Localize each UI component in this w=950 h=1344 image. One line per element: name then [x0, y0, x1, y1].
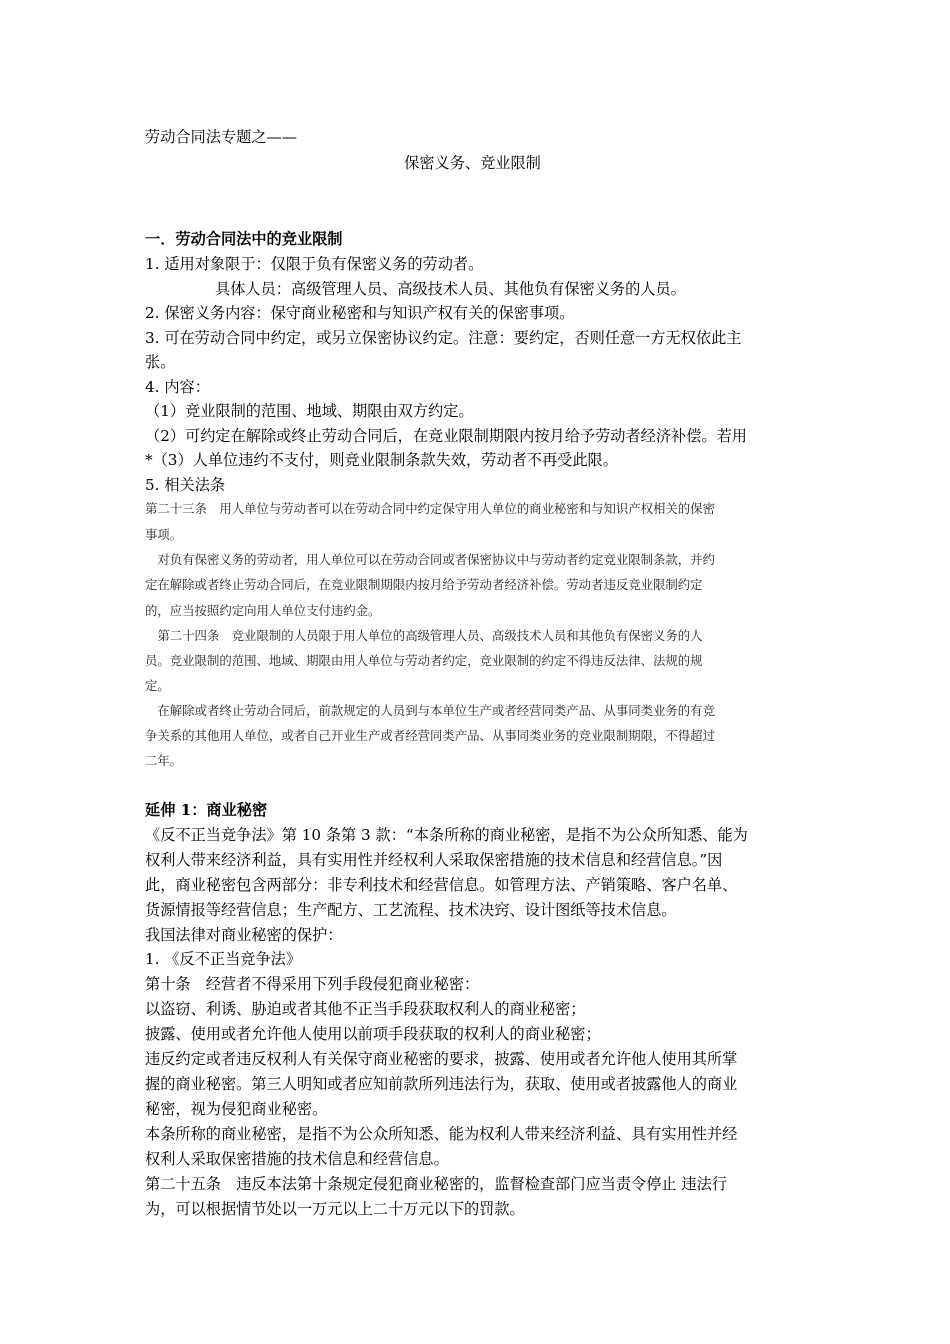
law-line: 在解除或者终止劳动合同后，前款规定的人员到与本单位生产或者经营同类产品、从事同类业务的有竞: [145, 703, 715, 718]
law-line: 第二十四条 竞业限制的人员限于用人单位的高级管理人员、高级技术人员和其他负有保密义务的人: [145, 628, 703, 643]
law-line: 定在解除或者终止劳动合同后，在竞业限制期限内按月给予劳动者经济补偿。劳动者违反竞业限制约定: [145, 577, 703, 592]
paragraph-line: *（3）人单位违约不支付，则竞业限制条款失效，劳动者不再受此限。: [145, 451, 618, 469]
section2-heading: 延伸 1：商业秘密: [145, 801, 268, 819]
law-line: 二年。: [145, 753, 183, 768]
law-line: 定。: [145, 678, 170, 693]
paragraph-line: 第二十五条 违反本法第十条规定侵犯商业秘密的，监督检查部门应当责令停止 违法行: [145, 1175, 727, 1193]
law-line: 的，应当按照约定向用人单位支付违约金。: [145, 603, 381, 618]
page-title: 保密义务、竞业限制: [404, 154, 541, 172]
paragraph-line: 本条所称的商业秘密，是指不为公众所知悉、能为权利人带来经济利益、具有实用性并经: [145, 1125, 738, 1143]
paragraph-line: 1. 适用对象限于：仅限于负有保密义务的劳动者。: [145, 255, 484, 273]
paragraph-line: 权利人带来经济利益，具有实用性并经权利人采取保密措施的技术信息和经营信息。”因: [145, 851, 723, 869]
paragraph-line: 以盗窃、利诱、胁迫或者其他不正当手段获取权利人的商业秘密；: [145, 1000, 586, 1018]
paragraph-line: 货源情报等经营信息；生产配方、工艺流程、技术决窍、设计图纸等技术信息。: [145, 901, 677, 919]
paragraph-line: （1）竞业限制的范围、地域、期限由双方约定。: [145, 402, 474, 420]
paragraph-line: 违反约定或者违反权利人有关保守商业秘密的要求，披露、使用或者允许他人使用其所掌: [145, 1050, 738, 1068]
paragraph-line: 权利人采取保密措施的技术信息和经营信息。: [145, 1150, 449, 1168]
section1-heading: 一．劳动合同法中的竞业限制: [145, 230, 343, 248]
paragraph-line: 握的商业秘密。第三人明知或者应知前款所列违法行为，获取、使用或者披露他人的商业: [145, 1075, 738, 1093]
law-line: 争关系的其他用人单位，或者自己开业生产或者经营同类产品、从事同类业务的竞业限制期限，不得超过: [145, 728, 715, 743]
law-line: 对负有保密义务的劳动者，用人单位可以在劳动合同或者保密协议中与劳动者约定竞业限制条款，并约: [145, 552, 715, 567]
paragraph-line: （2）可约定在解除或终止劳动合同后，在竞业限制期限内按月给予劳动者经济补偿。若用: [145, 427, 747, 445]
paragraph-line: 秘密，视为侵犯商业秘密。: [145, 1100, 328, 1118]
law-line: 事项。: [145, 527, 183, 542]
paragraph-line: 《反不正当竞争法》第 10 条第 3 款：“本条所称的商业秘密，是指不为公众所知悉、能为: [145, 826, 748, 844]
paragraph-line: 为，可以根据情节处以一万元以上二十万元以下的罚款。: [145, 1200, 525, 1218]
paragraph-line: 具体人员：高级管理人员、高级技术人员、其他负有保密义务的人员。: [215, 280, 686, 298]
paragraph-line: 4. 内容：: [145, 378, 210, 396]
paragraph-line: 此，商业秘密包含两部分：非专利技术和经营信息。如管理方法、产销策略、客户名单、: [145, 876, 738, 894]
paragraph-line: 1. 《反不正当竞争法》: [145, 950, 302, 968]
paragraph-line: 5. 相关法条: [145, 476, 226, 494]
paragraph-line: 第十条 经营者不得采用下列手段侵犯商业秘密：: [145, 975, 480, 993]
paragraph-line: 张。: [145, 353, 176, 371]
law-line: 员。竞业限制的范围、地域、期限由用人单位与劳动者约定，竞业限制的约定不得违反法律、法规的规: [145, 653, 703, 668]
series-label: 劳动合同法专题之——: [145, 128, 297, 146]
law-line: 第二十三条 用人单位与劳动者可以在劳动合同中约定保守用人单位的商业秘密和与知识产权相关的保密: [145, 501, 715, 516]
paragraph-line: 我国法律对商业秘密的保护：: [145, 926, 343, 944]
paragraph-line: 披露、使用或者允许他人使用以前项手段获取的权利人的商业秘密；: [145, 1025, 601, 1043]
paragraph-line: 2. 保密义务内容：保守商业秘密和与知识产权有关的保密事项。: [145, 304, 575, 322]
paragraph-line: 3. 可在劳动合同中约定，或另立保密协议约定。注意：要约定，否则任意一方无权依此主: [145, 329, 742, 347]
